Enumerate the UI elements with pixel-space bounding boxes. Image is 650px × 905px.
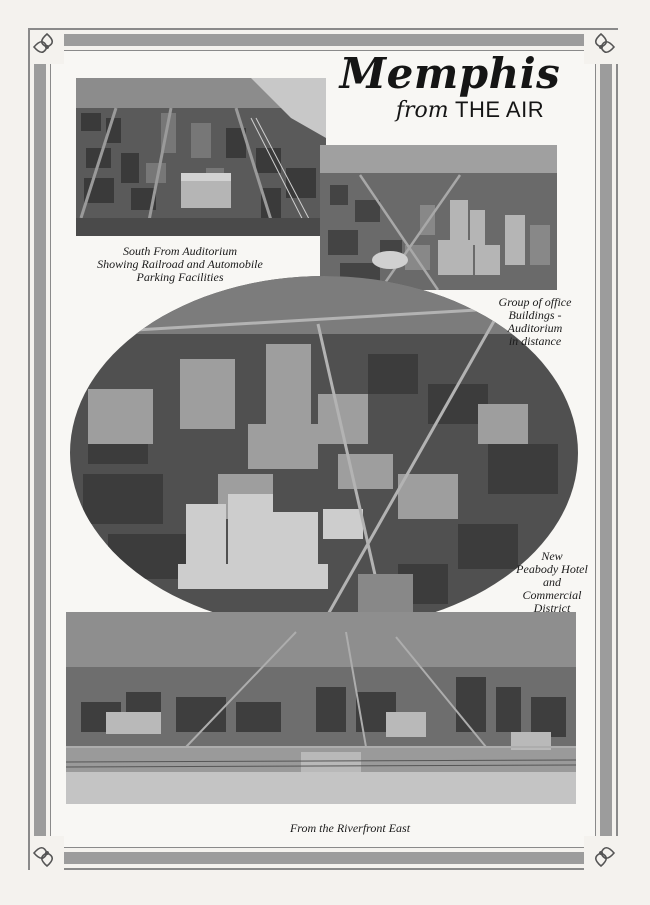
caption-group-of-office-buildings: [480, 296, 590, 348]
caption-line: and: [543, 575, 561, 589]
photo-south-from-auditorium: [76, 78, 326, 236]
title-memphis: Memphis: [339, 49, 561, 98]
caption-south-from-auditorium: [80, 245, 280, 284]
caption-line: District: [533, 601, 571, 615]
title-subtitle: [370, 98, 570, 123]
caption-line: Parking Facilities: [136, 270, 224, 284]
caption-line: Showing Railroad and Automobile: [97, 257, 263, 271]
title-from: from: [395, 98, 449, 123]
caption-line: South From Auditorium: [122, 244, 237, 258]
caption-line: Group of office: [498, 295, 572, 309]
caption-line: New: [541, 549, 563, 563]
photo-riverfront-east: [66, 612, 576, 804]
caption-line: Peabody Hotel: [516, 562, 588, 576]
caption-line: in distance: [508, 334, 562, 348]
page-title: [339, 49, 570, 123]
caption-peabody-commercial-district: [512, 550, 592, 615]
caption-line: Auditorium: [507, 321, 563, 335]
caption-riverfront-east: From the Riverfront East: [289, 821, 411, 835]
caption-line: Commercial: [522, 588, 582, 602]
caption-line: Buildings -: [508, 308, 562, 322]
corner-ornament-bottom-left: [30, 836, 64, 870]
corner-ornament-bottom-right: [584, 836, 618, 870]
title-the-air: THE AIR: [455, 97, 545, 122]
photo-group-of-office-buildings: [320, 145, 557, 290]
corner-ornament-top-right: [584, 30, 618, 64]
corner-ornament-top-left: [30, 30, 64, 64]
